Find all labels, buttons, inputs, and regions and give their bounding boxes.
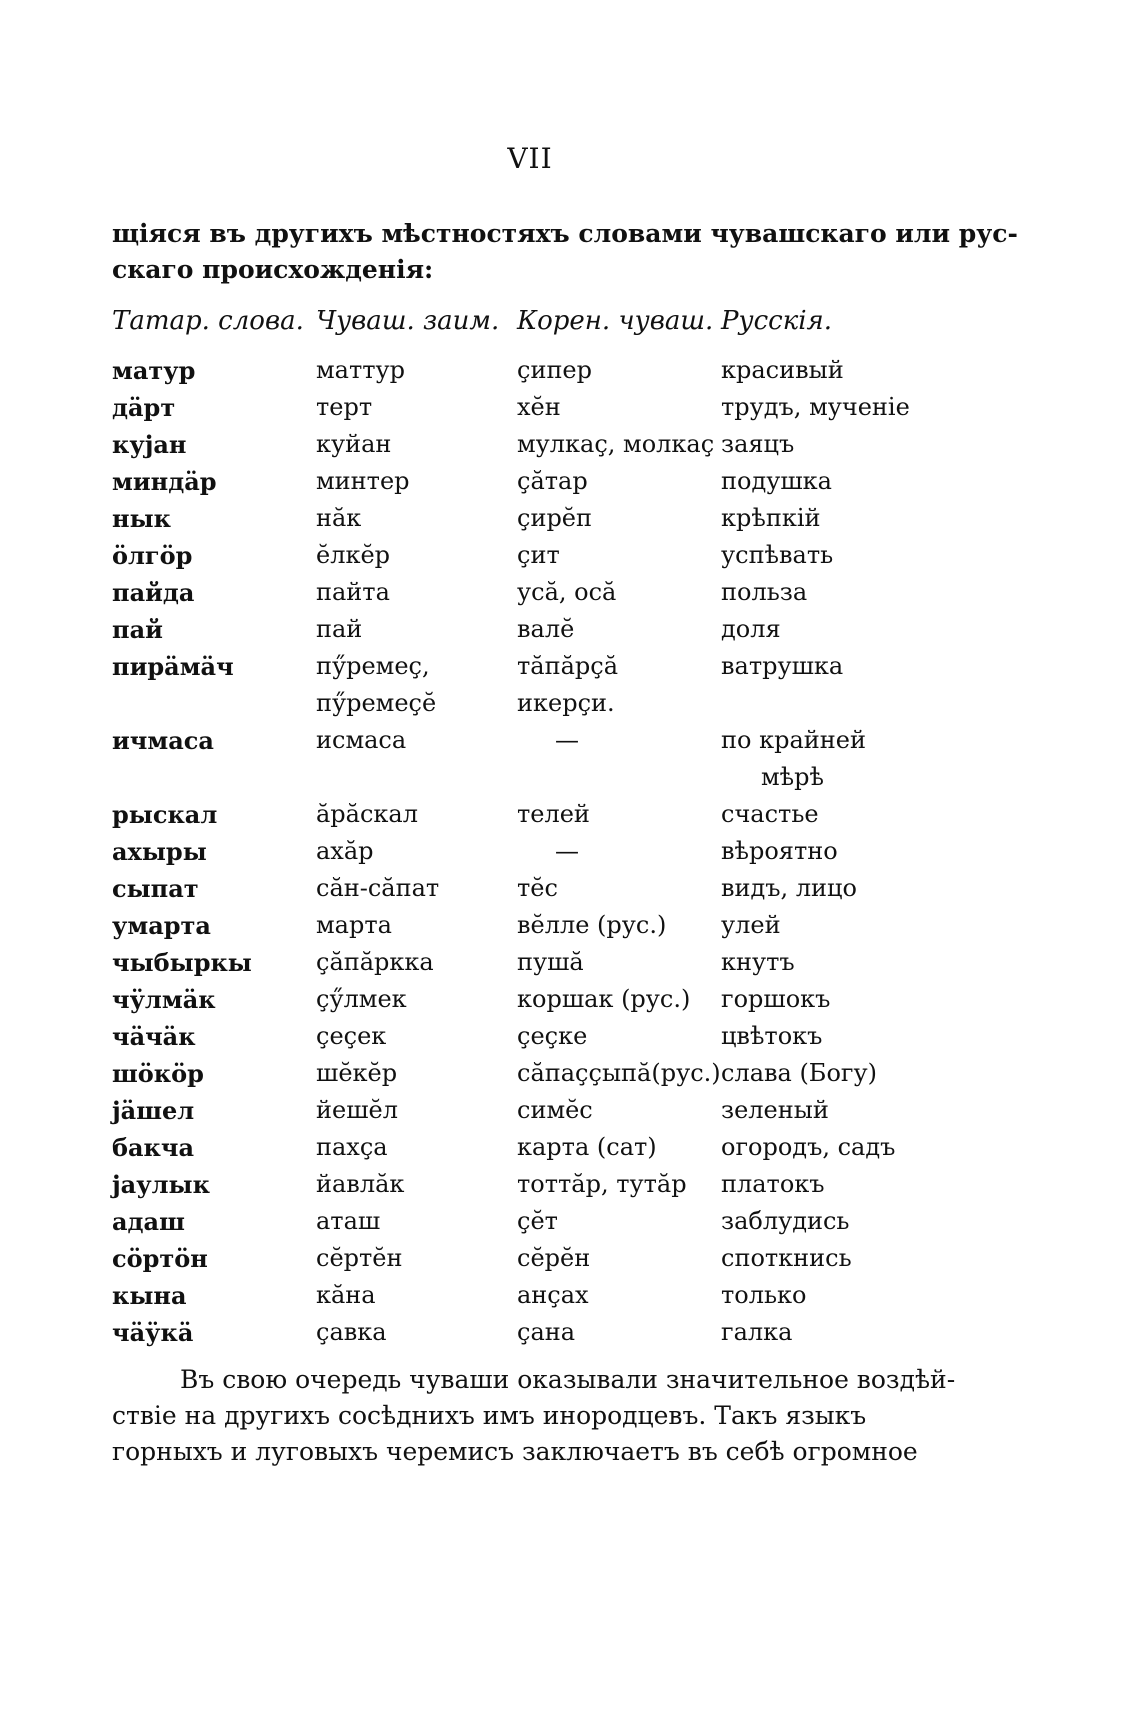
cell-tatar bbox=[112, 944, 252, 981]
cell-chuvash-root bbox=[517, 981, 690, 1018]
cell-chuvash-loan bbox=[316, 1092, 398, 1129]
cell-russian bbox=[721, 1277, 807, 1314]
cell-tatar bbox=[112, 500, 171, 537]
closing-line: Въ свою очередь чуваши оказывали значительное воздѣй- bbox=[180, 1365, 956, 1394]
cell-tatar-line: ахыры bbox=[112, 837, 207, 866]
cell-russian bbox=[721, 426, 794, 463]
cell-russian-line: заяцъ bbox=[721, 430, 795, 458]
header-russian: Русскія. bbox=[721, 306, 833, 336]
cell-russian bbox=[721, 463, 832, 500]
cell-chuvash-loan bbox=[316, 1018, 386, 1055]
cell-russian-line: красивый bbox=[721, 356, 844, 384]
cell-russian-line: подушка bbox=[721, 467, 832, 495]
cell-russian-line: крѣпкій bbox=[721, 504, 821, 532]
cell-chuvash-loan-line: ахăр bbox=[316, 837, 374, 865]
cell-chuvash-loan bbox=[316, 611, 362, 648]
table-row bbox=[0, 870, 1140, 907]
cell-russian bbox=[721, 1240, 852, 1277]
cell-tatar bbox=[112, 870, 199, 907]
cell-russian bbox=[721, 611, 781, 648]
intro-paragraph bbox=[112, 216, 1018, 288]
cell-chuvash-root-line: çит bbox=[517, 541, 560, 569]
cell-tatar-line: сöртöн bbox=[112, 1244, 208, 1273]
cell-chuvash-loan-line: пахҫа bbox=[316, 1133, 388, 1161]
intro-line: скаго происхожденія: bbox=[112, 255, 434, 284]
cell-russian bbox=[721, 722, 866, 796]
cell-chuvash-root-line: хĕн bbox=[517, 393, 561, 421]
cell-chuvash-root-line: — bbox=[555, 837, 579, 865]
cell-russian bbox=[721, 833, 838, 870]
cell-tatar-line: матур bbox=[112, 356, 196, 385]
cell-chuvash-root-line: сĕрĕн bbox=[517, 1244, 591, 1272]
cell-tatar-line: миндäр bbox=[112, 467, 217, 496]
cell-chuvash-root bbox=[517, 648, 618, 722]
cell-tatar-line: öлгöр bbox=[112, 541, 193, 570]
cell-tatar bbox=[112, 1129, 194, 1166]
cell-russian-line: по крайней bbox=[721, 726, 866, 754]
cell-russian bbox=[721, 1166, 825, 1203]
cell-chuvash-root bbox=[517, 1203, 558, 1240]
cell-chuvash-root bbox=[517, 500, 592, 537]
table-row bbox=[0, 1203, 1140, 1240]
cell-chuvash-root-line: мулкаç, молкаҫ bbox=[517, 430, 715, 458]
cell-chuvash-loan bbox=[316, 907, 392, 944]
cell-chuvash-root bbox=[555, 833, 579, 870]
cell-chuvash-loan-line: ҫеҫек bbox=[316, 1022, 387, 1050]
cell-chuvash-loan bbox=[316, 1129, 388, 1166]
cell-chuvash-root bbox=[517, 1018, 587, 1055]
table-row bbox=[0, 352, 1140, 389]
cell-chuvash-loan bbox=[316, 944, 434, 981]
cell-chuvash-loan-line: ҫӳлмек bbox=[316, 985, 407, 1013]
cell-tatar-line: умарта bbox=[112, 911, 211, 940]
cell-chuvash-loan bbox=[316, 574, 390, 611]
cell-tatar bbox=[112, 1055, 204, 1092]
closing-line: ствіе на другихъ сосѣднихъ имъ инородцевъ. Такъ языкъ bbox=[112, 1401, 867, 1430]
cell-chuvash-loan-line: ҫавка bbox=[316, 1318, 387, 1346]
cell-russian bbox=[721, 796, 819, 833]
cell-chuvash-loan bbox=[316, 1055, 397, 1092]
cell-chuvash-loan bbox=[316, 1314, 387, 1351]
cell-tatar bbox=[112, 833, 207, 870]
cell-russian-line: заблудись bbox=[721, 1207, 850, 1235]
closing-paragraph bbox=[112, 1362, 956, 1470]
cell-chuvash-loan bbox=[316, 500, 361, 537]
cell-chuvash-loan-line: пӳремеç, bbox=[316, 652, 430, 680]
cell-tatar-line: пай bbox=[112, 615, 163, 644]
cell-tatar-line: кына bbox=[112, 1281, 187, 1310]
table-header bbox=[0, 306, 1140, 346]
cell-tatar bbox=[112, 722, 214, 759]
cell-russian-line: огородъ, садъ bbox=[721, 1133, 896, 1161]
cell-chuvash-root-line: ҫана bbox=[517, 1318, 576, 1346]
table-row bbox=[0, 796, 1140, 833]
cell-chuvash-loan-line: пайта bbox=[316, 578, 390, 606]
cell-tatar-line: дäрт bbox=[112, 393, 176, 422]
cell-chuvash-root-line: карта (сат) bbox=[517, 1133, 657, 1161]
table-row bbox=[0, 907, 1140, 944]
cell-tatar bbox=[112, 1277, 187, 1314]
cell-russian-line: слава (Богу) bbox=[721, 1059, 877, 1087]
cell-russian-line: только bbox=[721, 1281, 807, 1309]
table-row bbox=[0, 1055, 1140, 1092]
table-row bbox=[0, 463, 1140, 500]
cell-chuvash-loan-line: кăна bbox=[316, 1281, 376, 1309]
cell-tatar-line: куjан bbox=[112, 430, 187, 459]
cell-chuvash-loan-line: аташ bbox=[316, 1207, 381, 1235]
cell-chuvash-root-line: вĕлле (рус.) bbox=[517, 911, 667, 939]
cell-chuvash-root-line: симĕс bbox=[517, 1096, 593, 1124]
cell-chuvash-root bbox=[517, 944, 584, 981]
cell-chuvash-loan-line: терт bbox=[316, 393, 373, 421]
table-row bbox=[0, 722, 1140, 796]
cell-tatar-line: jäшел bbox=[112, 1096, 195, 1125]
cell-chuvash-loan bbox=[316, 389, 372, 426]
cell-tatar-line: чäӱкä bbox=[112, 1318, 194, 1347]
cell-chuvash-root-line: çĕт bbox=[517, 1207, 558, 1235]
header-chuvash-loan: Чуваш. заим. bbox=[316, 306, 500, 336]
cell-russian-line: галка bbox=[721, 1318, 793, 1346]
cell-tatar bbox=[112, 796, 217, 833]
cell-russian bbox=[721, 1092, 829, 1129]
cell-chuvash-root-line: ҫипер bbox=[517, 356, 592, 384]
cell-tatar bbox=[112, 648, 234, 685]
cell-chuvash-loan bbox=[316, 981, 407, 1018]
cell-chuvash-root bbox=[517, 1277, 589, 1314]
cell-chuvash-root-line: телей bbox=[517, 800, 590, 828]
cell-russian bbox=[721, 389, 910, 426]
table-row bbox=[0, 1129, 1140, 1166]
cell-chuvash-loan bbox=[316, 648, 436, 722]
cell-chuvash-root bbox=[517, 1092, 593, 1129]
cell-chuvash-loan bbox=[316, 870, 439, 907]
cell-tatar-line: нык bbox=[112, 504, 171, 533]
cell-chuvash-root bbox=[517, 1240, 590, 1277]
cell-chuvash-loan bbox=[316, 722, 406, 759]
table-row bbox=[0, 648, 1140, 722]
cell-russian-line: платокъ bbox=[721, 1170, 825, 1198]
cell-russian-line: споткнись bbox=[721, 1244, 852, 1272]
cell-chuvash-root bbox=[517, 537, 560, 574]
cell-chuvash-root bbox=[517, 870, 558, 907]
cell-chuvash-loan bbox=[316, 537, 390, 574]
cell-russian-line: горшокъ bbox=[721, 985, 831, 1013]
cell-russian bbox=[721, 574, 807, 611]
cell-russian bbox=[721, 1129, 895, 1166]
cell-russian bbox=[721, 981, 830, 1018]
table-row bbox=[0, 1018, 1140, 1055]
cell-russian bbox=[721, 352, 844, 389]
cell-tatar-line: ичмаса bbox=[112, 726, 214, 755]
closing-line: горныхъ и луговыхъ черемисъ заключаетъ въ себѣ огромное bbox=[112, 1437, 918, 1466]
cell-tatar bbox=[112, 389, 175, 426]
table-row bbox=[0, 537, 1140, 574]
cell-chuvash-loan-line: куйан bbox=[316, 430, 392, 458]
cell-chuvash-loan bbox=[316, 1277, 376, 1314]
cell-chuvash-root bbox=[517, 463, 588, 500]
cell-russian bbox=[721, 1203, 850, 1240]
cell-russian bbox=[721, 1055, 877, 1092]
cell-chuvash-root bbox=[517, 796, 590, 833]
cell-tatar bbox=[112, 907, 211, 944]
cell-russian-line: кнутъ bbox=[721, 948, 795, 976]
cell-tatar bbox=[112, 352, 195, 389]
cell-tatar-line: пайда bbox=[112, 578, 195, 607]
table-row bbox=[0, 426, 1140, 463]
cell-tatar bbox=[112, 1314, 193, 1351]
cell-russian-line: цвѣтокъ bbox=[721, 1022, 823, 1050]
cell-tatar-line: чӱлмäк bbox=[112, 985, 216, 1014]
cell-russian bbox=[721, 500, 821, 537]
cell-tatar bbox=[112, 611, 163, 648]
cell-chuvash-root-line: çăтар bbox=[517, 467, 588, 495]
cell-russian-line: зеленый bbox=[721, 1096, 829, 1124]
cell-tatar bbox=[112, 463, 217, 500]
cell-chuvash-loan bbox=[316, 1166, 404, 1203]
vocabulary-table bbox=[0, 352, 1140, 1351]
cell-chuvash-root-line: тăпăрҫă bbox=[517, 652, 619, 680]
cell-russian-line: доля bbox=[721, 615, 781, 643]
cell-chuvash-loan-line: сĕртĕн bbox=[316, 1244, 403, 1272]
cell-russian bbox=[721, 907, 781, 944]
cell-chuvash-root-line: сăпаççыпă(рус.) bbox=[517, 1059, 721, 1087]
cell-tatar-line: чäчäк bbox=[112, 1022, 196, 1051]
cell-russian bbox=[721, 870, 857, 907]
table-row bbox=[0, 944, 1140, 981]
cell-tatar-line: адаш bbox=[112, 1207, 185, 1236]
table-row bbox=[0, 1240, 1140, 1277]
cell-chuvash-root bbox=[517, 1166, 687, 1203]
cell-chuvash-loan bbox=[316, 463, 410, 500]
cell-chuvash-root-line: пушă bbox=[517, 948, 584, 976]
table-row bbox=[0, 1314, 1140, 1351]
cell-tatar bbox=[112, 1018, 196, 1055]
cell-chuvash-root bbox=[517, 1314, 575, 1351]
cell-tatar-line: чыбыркы bbox=[112, 948, 252, 977]
page-number: VII bbox=[507, 142, 553, 175]
cell-chuvash-loan-line: минтер bbox=[316, 467, 410, 495]
cell-chuvash-root-line: тоттăр, тутăр bbox=[517, 1170, 687, 1198]
cell-chuvash-root bbox=[555, 722, 579, 759]
cell-chuvash-loan-line: ҫăпăркка bbox=[316, 948, 434, 976]
cell-tatar-line: пирäмäч bbox=[112, 652, 234, 681]
cell-chuvash-loan bbox=[316, 1240, 402, 1277]
cell-chuvash-root-line: анҫах bbox=[517, 1281, 589, 1309]
cell-russian-line: счастье bbox=[721, 800, 819, 828]
table-row bbox=[0, 574, 1140, 611]
cell-chuvash-loan-line: исмаса bbox=[316, 726, 407, 754]
cell-tatar-line: сыпат bbox=[112, 874, 199, 903]
cell-chuvash-root bbox=[517, 611, 574, 648]
cell-russian-line: мѣрѣ bbox=[761, 763, 824, 791]
cell-chuvash-root-line: тĕс bbox=[517, 874, 558, 902]
cell-chuvash-root bbox=[517, 426, 714, 463]
cell-tatar-line: jаулык bbox=[112, 1170, 210, 1199]
table-row bbox=[0, 1166, 1140, 1203]
cell-chuvash-loan-line: маттур bbox=[316, 356, 406, 384]
cell-chuvash-root bbox=[517, 574, 616, 611]
table-row bbox=[0, 981, 1140, 1018]
cell-tatar-line: бакча bbox=[112, 1133, 195, 1162]
cell-chuvash-root bbox=[517, 1129, 657, 1166]
cell-russian-line: вѣроятно bbox=[721, 837, 838, 865]
table-row bbox=[0, 1277, 1140, 1314]
cell-chuvash-loan bbox=[316, 426, 391, 463]
cell-chuvash-root-line: — bbox=[555, 726, 579, 754]
header-tatar: Татар. слова. bbox=[112, 306, 304, 336]
cell-tatar bbox=[112, 981, 216, 1018]
table-row bbox=[0, 1092, 1140, 1129]
cell-russian-line: польза bbox=[721, 578, 808, 606]
header-chuvash-root: Корен. чуваш. bbox=[517, 306, 714, 336]
cell-chuvash-loan-line: ăрăскал bbox=[316, 800, 418, 828]
cell-chuvash-root-line: çеçке bbox=[517, 1022, 588, 1050]
cell-russian-line: трудъ, мученіе bbox=[721, 393, 910, 421]
cell-chuvash-root-line: çирĕп bbox=[517, 504, 592, 532]
cell-russian-line: улей bbox=[721, 911, 781, 939]
cell-tatar bbox=[112, 574, 194, 611]
cell-tatar bbox=[112, 1203, 185, 1240]
cell-russian bbox=[721, 944, 795, 981]
cell-chuvash-loan-line: марта bbox=[316, 911, 392, 939]
cell-chuvash-loan-line: ĕлкĕр bbox=[316, 541, 391, 569]
cell-tatar-line: шöкöр bbox=[112, 1059, 204, 1088]
cell-russian bbox=[721, 1314, 792, 1351]
cell-russian-line: успѣвать bbox=[721, 541, 834, 569]
cell-tatar bbox=[112, 1166, 210, 1203]
intro-line: щіяся въ другихъ мѣстностяхъ словами чувашскаго или рус- bbox=[112, 219, 1018, 248]
cell-russian-line: ватрушка bbox=[721, 652, 844, 680]
cell-tatar bbox=[112, 426, 187, 463]
table-row bbox=[0, 500, 1140, 537]
cell-tatar bbox=[112, 537, 192, 574]
table-row bbox=[0, 611, 1140, 648]
table-row bbox=[0, 389, 1140, 426]
cell-chuvash-root bbox=[517, 389, 561, 426]
cell-chuvash-root bbox=[517, 907, 666, 944]
cell-chuvash-loan-line: йешĕл bbox=[316, 1096, 398, 1124]
cell-chuvash-root bbox=[517, 1055, 721, 1092]
cell-chuvash-loan-line: пӳремеҫĕ bbox=[316, 689, 437, 717]
cell-russian bbox=[721, 537, 833, 574]
cell-chuvash-loan bbox=[316, 833, 374, 870]
cell-chuvash-loan bbox=[316, 1203, 380, 1240]
cell-russian-line: видъ, лицо bbox=[721, 874, 857, 902]
cell-tatar bbox=[112, 1092, 194, 1129]
cell-russian bbox=[721, 1018, 822, 1055]
cell-russian bbox=[721, 648, 843, 685]
cell-chuvash-root-line: усă, осă bbox=[517, 578, 617, 606]
cell-chuvash-loan-line: нăк bbox=[316, 504, 362, 532]
cell-tatar bbox=[112, 1240, 208, 1277]
cell-chuvash-loan-line: пай bbox=[316, 615, 363, 643]
cell-chuvash-root bbox=[517, 352, 592, 389]
table-row bbox=[0, 833, 1140, 870]
cell-chuvash-root-line: коршак (рус.) bbox=[517, 985, 691, 1013]
cell-chuvash-root-line: валĕ bbox=[517, 615, 575, 643]
cell-chuvash-loan-line: йавлăк bbox=[316, 1170, 405, 1198]
cell-chuvash-loan-line: шĕкĕр bbox=[316, 1059, 398, 1087]
cell-chuvash-loan-line: сăн-сăпат bbox=[316, 874, 440, 902]
cell-chuvash-loan bbox=[316, 796, 418, 833]
cell-chuvash-root-line: икерҫи. bbox=[517, 689, 615, 717]
cell-tatar-line: рыскал bbox=[112, 800, 218, 829]
cell-chuvash-loan bbox=[316, 352, 405, 389]
